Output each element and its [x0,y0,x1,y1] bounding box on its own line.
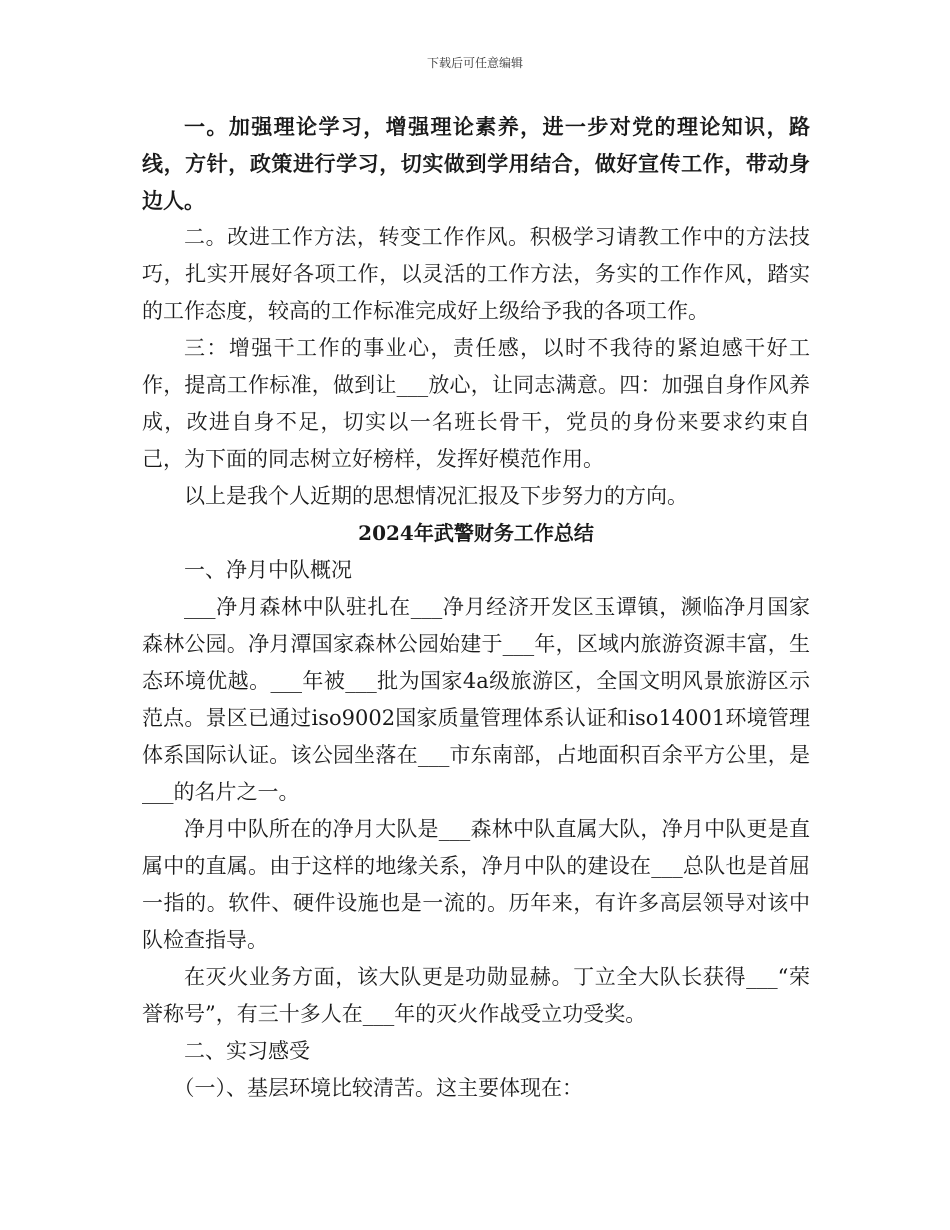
paragraph-brigade: 净月中队所在的净月大队是___森林中队直属大队，净月中队更是直属中的直属。由于这样的地缘关系，净月中队的建设在___总队也是首屈一指的。软件、硬件设施也是一流的。历年来，有许多高层领导对该中队检查指导。 [142,817,810,952]
paragraph-firefighting: 在灭火业务方面，该大队更是功勋显赫。丁立全大队长获得___“荣誉称号”，有三十多人在___年的灭火作战受立功受奖。 [142,965,810,1026]
paragraph-closing: 以上是我个人近期的思想情况汇报及下步努力的方向。 [184,484,688,508]
paragraph-theory-study: 一。加强理论学习，增强理论素养，进一步对党的理论知识，路线，方针，政策进行学习，切实做到学用结合，做好宣传工作，带动身边人。 [142,114,810,213]
paragraph-environment: （一）、基层环境比较清苦。这主要体现在： [173,1076,583,1100]
paragraph-overview: ___净月森林中队驻扎在___净月经济开发区玉谭镇，濒临净月国家森林公园。净月潭国家森林公园始建于___年，区域内旅游资源丰富，生态环境优越。___年被___批为国家4a级旅游区，全国文明风景旅游区示范点。景区已通过iso9002国家质量管理体系认证和iso14001环境管理体系国际认证。该公园坐落在___市东南部，占地面积百余平方公里，是___的名片之一。 [142,595,810,804]
document-body [142,108,810,1107]
paragraph-work-method: 二。改进工作方法，转变工作作风。积极学习请教工作中的方法技巧，扎实开展好各项工作，以灵活的工作方法，务实的工作作风，踏实的工作态度，较高的工作标准完成好上级给予我的各项工作。 [142,225,810,323]
paragraph-dedication: 三：增强干工作的事业心，责任感，以时不我待的紧迫感干好工作，提高工作标准，做到让___放心，让同志满意。四：加强自身作风养成，改进自身不足，切实以一名班长骨干，党员的身份来要求约束自己，为下面的同志树立好榜样，发挥好模范作用。 [142,336,810,471]
section-title: 2024年武警财务工作总结 [358,521,594,545]
page-header: 下载后可任意编辑 [426,56,523,70]
heading-overview: 一、净月中队概况 [184,558,352,582]
heading-internship: 二、实习感受 [184,1039,310,1063]
